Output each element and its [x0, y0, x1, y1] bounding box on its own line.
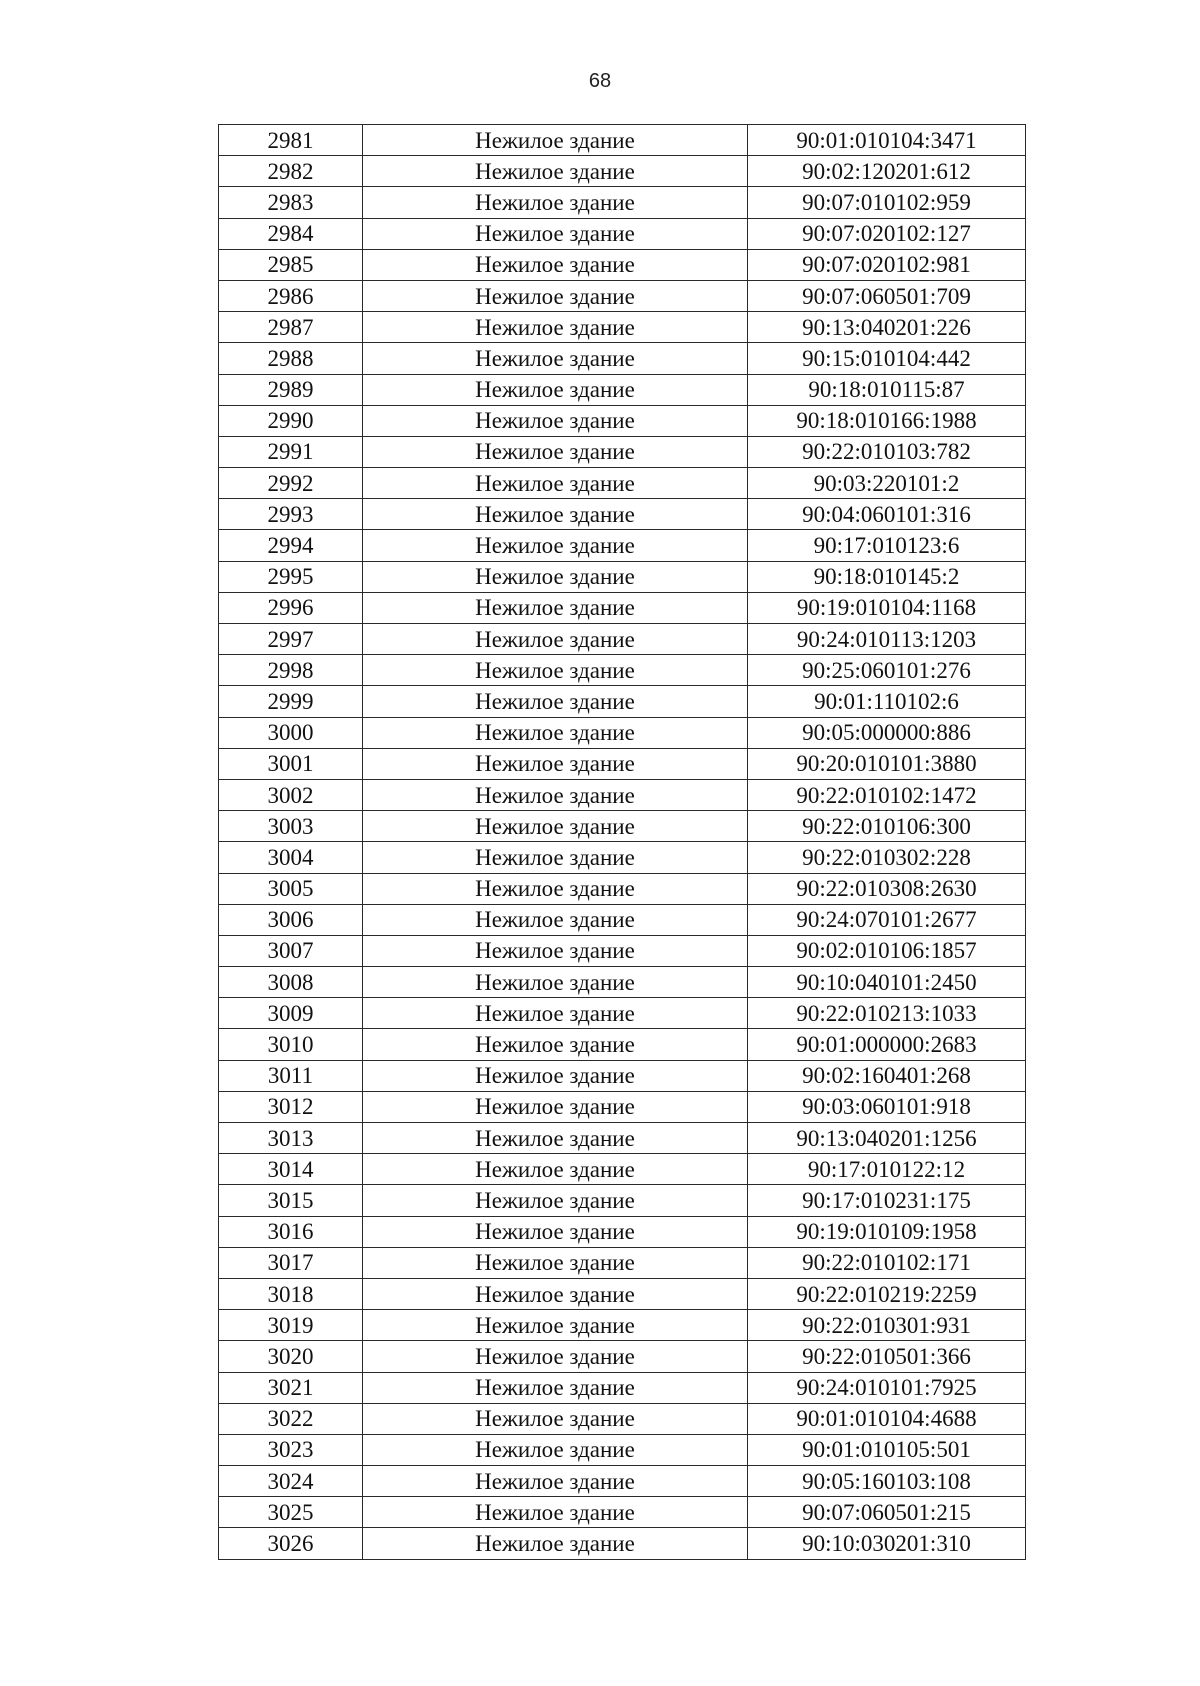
- table-row: [219, 468, 1026, 499]
- cadastral-number-cell: 90:22:010301:931: [748, 1310, 1026, 1341]
- row-number-cell: 2998: [219, 655, 363, 686]
- object-type-cell: Нежилое здание: [363, 1434, 748, 1465]
- row-number-cell: 3008: [219, 967, 363, 998]
- table-row: [219, 748, 1026, 779]
- object-type-cell: Нежилое здание: [363, 1341, 748, 1372]
- row-number-cell: 3000: [219, 717, 363, 748]
- cadastral-number-cell: 90:20:010101:3880: [748, 748, 1026, 779]
- row-number-cell: 2995: [219, 561, 363, 592]
- table-row: [219, 499, 1026, 530]
- table-row: [219, 1123, 1026, 1154]
- table-row: [219, 1372, 1026, 1403]
- cadastral-number-cell: 90:24:010101:7925: [748, 1372, 1026, 1403]
- table-row: [219, 1216, 1026, 1247]
- cadastral-number-cell: 90:22:010102:171: [748, 1247, 1026, 1278]
- object-type-cell: Нежилое здание: [363, 1497, 748, 1528]
- table-row: [219, 218, 1026, 249]
- cadastral-number-cell: 90:19:010109:1958: [748, 1216, 1026, 1247]
- cadastral-number-cell: 90:02:120201:612: [748, 156, 1026, 187]
- object-type-cell: Нежилое здание: [363, 1372, 748, 1403]
- cadastral-number-cell: 90:17:010123:6: [748, 530, 1026, 561]
- cadastral-number-cell: 90:01:010105:501: [748, 1434, 1026, 1465]
- row-number-cell: 2997: [219, 624, 363, 655]
- cadastral-number-cell: 90:01:000000:2683: [748, 1029, 1026, 1060]
- row-number-cell: 2987: [219, 312, 363, 343]
- object-type-cell: Нежилое здание: [363, 374, 748, 405]
- object-type-cell: Нежилое здание: [363, 1528, 748, 1559]
- cadastral-number-cell: 90:07:060501:215: [748, 1497, 1026, 1528]
- table-row: [219, 1154, 1026, 1185]
- row-number-cell: 2983: [219, 187, 363, 218]
- table-row: [219, 967, 1026, 998]
- table-row: [219, 624, 1026, 655]
- row-number-cell: 3001: [219, 748, 363, 779]
- row-number-cell: 3016: [219, 1216, 363, 1247]
- cadastral-number-cell: 90:17:010231:175: [748, 1185, 1026, 1216]
- object-type-cell: Нежилое здание: [363, 592, 748, 623]
- object-type-cell: Нежилое здание: [363, 156, 748, 187]
- object-type-cell: Нежилое здание: [363, 249, 748, 280]
- row-number-cell: 2993: [219, 499, 363, 530]
- object-type-cell: Нежилое здание: [363, 125, 748, 156]
- object-type-cell: Нежилое здание: [363, 1154, 748, 1185]
- cadastral-number-cell: 90:03:060101:918: [748, 1091, 1026, 1122]
- table-row: [219, 1185, 1026, 1216]
- row-number-cell: 2994: [219, 530, 363, 561]
- table-row: [219, 686, 1026, 717]
- row-number-cell: 3014: [219, 1154, 363, 1185]
- cadastral-number-cell: 90:22:010103:782: [748, 436, 1026, 467]
- row-number-cell: 3010: [219, 1029, 363, 1060]
- table-row: [219, 405, 1026, 436]
- object-type-cell: Нежилое здание: [363, 218, 748, 249]
- object-type-cell: Нежилое здание: [363, 1060, 748, 1091]
- object-type-cell: Нежилое здание: [363, 405, 748, 436]
- cadastral-number-cell: 90:22:010213:1033: [748, 998, 1026, 1029]
- object-type-cell: Нежилое здание: [363, 904, 748, 935]
- object-type-cell: Нежилое здание: [363, 935, 748, 966]
- table-row: [219, 1466, 1026, 1497]
- cadastral-number-cell: 90:05:000000:886: [748, 717, 1026, 748]
- cadastral-number-cell: 90:18:010115:87: [748, 374, 1026, 405]
- row-number-cell: 2989: [219, 374, 363, 405]
- object-type-cell: Нежилое здание: [363, 998, 748, 1029]
- cadastral-number-cell: 90:05:160103:108: [748, 1466, 1026, 1497]
- cadastral-number-cell: 90:22:010106:300: [748, 811, 1026, 842]
- row-number-cell: 2992: [219, 468, 363, 499]
- cadastral-number-cell: 90:22:010102:1472: [748, 779, 1026, 810]
- object-type-cell: Нежилое здание: [363, 1123, 748, 1154]
- row-number-cell: 2982: [219, 156, 363, 187]
- object-type-cell: Нежилое здание: [363, 717, 748, 748]
- cadastral-number-cell: 90:03:220101:2: [748, 468, 1026, 499]
- cadastral-number-cell: 90:13:040201:226: [748, 312, 1026, 343]
- table-row: [219, 1434, 1026, 1465]
- cadastral-number-cell: 90:18:010166:1988: [748, 405, 1026, 436]
- object-type-cell: Нежилое здание: [363, 873, 748, 904]
- cadastral-number-cell: 90:22:010302:228: [748, 842, 1026, 873]
- table-row: [219, 436, 1026, 467]
- cadastral-number-cell: 90:19:010104:1168: [748, 592, 1026, 623]
- row-number-cell: 3006: [219, 904, 363, 935]
- table-row: [219, 1341, 1026, 1372]
- row-number-cell: 2981: [219, 125, 363, 156]
- table-row: [219, 343, 1026, 374]
- object-type-cell: Нежилое здание: [363, 1403, 748, 1434]
- cadastral-number-cell: 90:13:040201:1256: [748, 1123, 1026, 1154]
- cadastral-number-cell: 90:24:070101:2677: [748, 904, 1026, 935]
- cadastral-number-cell: 90:04:060101:316: [748, 499, 1026, 530]
- table-row: [219, 998, 1026, 1029]
- row-number-cell: 3023: [219, 1434, 363, 1465]
- object-type-cell: Нежилое здание: [363, 280, 748, 311]
- page-number: 68: [588, 70, 612, 92]
- row-number-cell: 3003: [219, 811, 363, 842]
- object-type-cell: Нежилое здание: [363, 1247, 748, 1278]
- object-type-cell: Нежилое здание: [363, 468, 748, 499]
- row-number-cell: 3024: [219, 1466, 363, 1497]
- table-row: [219, 811, 1026, 842]
- object-type-cell: Нежилое здание: [363, 686, 748, 717]
- object-type-cell: Нежилое здание: [363, 187, 748, 218]
- object-type-cell: Нежилое здание: [363, 1091, 748, 1122]
- cadastral-number-cell: 90:17:010122:12: [748, 1154, 1026, 1185]
- table-row: [219, 1029, 1026, 1060]
- cadastral-number-cell: 90:18:010145:2: [748, 561, 1026, 592]
- row-number-cell: 3009: [219, 998, 363, 1029]
- object-type-cell: Нежилое здание: [363, 967, 748, 998]
- row-number-cell: 3026: [219, 1528, 363, 1559]
- table-row: [219, 530, 1026, 561]
- cadastral-number-cell: 90:22:010501:366: [748, 1341, 1026, 1372]
- object-type-cell: Нежилое здание: [363, 1466, 748, 1497]
- table-row: [219, 1091, 1026, 1122]
- table-row: [219, 1528, 1026, 1559]
- cadastral-number-cell: 90:01:010104:3471: [748, 125, 1026, 156]
- row-number-cell: 3022: [219, 1403, 363, 1434]
- table-row: [219, 156, 1026, 187]
- cadastral-number-cell: 90:07:020102:127: [748, 218, 1026, 249]
- object-type-cell: Нежилое здание: [363, 624, 748, 655]
- row-number-cell: 3004: [219, 842, 363, 873]
- cadastral-number-cell: 90:10:030201:310: [748, 1528, 1026, 1559]
- table-row: [219, 312, 1026, 343]
- cadastral-number-cell: 90:01:010104:4688: [748, 1403, 1026, 1434]
- object-type-cell: Нежилое здание: [363, 842, 748, 873]
- table-row: [219, 904, 1026, 935]
- cadastral-number-cell: 90:07:060501:709: [748, 280, 1026, 311]
- cadastral-number-cell: 90:24:010113:1203: [748, 624, 1026, 655]
- object-type-cell: Нежилое здание: [363, 436, 748, 467]
- row-number-cell: 3013: [219, 1123, 363, 1154]
- property-table: [218, 124, 1026, 1560]
- row-number-cell: 2996: [219, 592, 363, 623]
- row-number-cell: 3012: [219, 1091, 363, 1122]
- cadastral-number-cell: 90:10:040101:2450: [748, 967, 1026, 998]
- row-number-cell: 3020: [219, 1341, 363, 1372]
- row-number-cell: 3015: [219, 1185, 363, 1216]
- cadastral-number-cell: 90:22:010219:2259: [748, 1278, 1026, 1309]
- object-type-cell: Нежилое здание: [363, 561, 748, 592]
- table-row: [219, 125, 1026, 156]
- table-body: [219, 125, 1026, 1560]
- cadastral-number-cell: 90:01:110102:6: [748, 686, 1026, 717]
- cadastral-number-cell: 90:07:010102:959: [748, 187, 1026, 218]
- row-number-cell: 3025: [219, 1497, 363, 1528]
- table-row: [219, 592, 1026, 623]
- row-number-cell: 3011: [219, 1060, 363, 1091]
- row-number-cell: 3007: [219, 935, 363, 966]
- table-row: [219, 1060, 1026, 1091]
- row-number-cell: 2990: [219, 405, 363, 436]
- object-type-cell: Нежилое здание: [363, 811, 748, 842]
- table-row: [219, 374, 1026, 405]
- row-number-cell: 3002: [219, 779, 363, 810]
- table-row: [219, 1247, 1026, 1278]
- cadastral-number-cell: 90:02:160401:268: [748, 1060, 1026, 1091]
- cadastral-number-cell: 90:07:020102:981: [748, 249, 1026, 280]
- object-type-cell: Нежилое здание: [363, 312, 748, 343]
- row-number-cell: 3019: [219, 1310, 363, 1341]
- row-number-cell: 2986: [219, 280, 363, 311]
- object-type-cell: Нежилое здание: [363, 655, 748, 686]
- row-number-cell: 3021: [219, 1372, 363, 1403]
- object-type-cell: Нежилое здание: [363, 1278, 748, 1309]
- cadastral-number-cell: 90:22:010308:2630: [748, 873, 1026, 904]
- table-row: [219, 187, 1026, 218]
- table-row: [219, 717, 1026, 748]
- row-number-cell: 2985: [219, 249, 363, 280]
- object-type-cell: Нежилое здание: [363, 1029, 748, 1060]
- table-row: [219, 1278, 1026, 1309]
- table-row: [219, 1310, 1026, 1341]
- row-number-cell: 2988: [219, 343, 363, 374]
- row-number-cell: 2984: [219, 218, 363, 249]
- cadastral-number-cell: 90:15:010104:442: [748, 343, 1026, 374]
- table-row: [219, 1403, 1026, 1434]
- table-row: [219, 935, 1026, 966]
- row-number-cell: 2991: [219, 436, 363, 467]
- object-type-cell: Нежилое здание: [363, 1310, 748, 1341]
- object-type-cell: Нежилое здание: [363, 1185, 748, 1216]
- table-row: [219, 779, 1026, 810]
- object-type-cell: Нежилое здание: [363, 530, 748, 561]
- table-row: [219, 249, 1026, 280]
- object-type-cell: Нежилое здание: [363, 499, 748, 530]
- object-type-cell: Нежилое здание: [363, 343, 748, 374]
- table-row: [219, 655, 1026, 686]
- object-type-cell: Нежилое здание: [363, 1216, 748, 1247]
- row-number-cell: 3017: [219, 1247, 363, 1278]
- object-type-cell: Нежилое здание: [363, 779, 748, 810]
- object-type-cell: Нежилое здание: [363, 748, 748, 779]
- row-number-cell: 3018: [219, 1278, 363, 1309]
- row-number-cell: 3005: [219, 873, 363, 904]
- table-row: [219, 280, 1026, 311]
- cadastral-number-cell: 90:02:010106:1857: [748, 935, 1026, 966]
- table-row: [219, 873, 1026, 904]
- row-number-cell: 2999: [219, 686, 363, 717]
- cadastral-number-cell: 90:25:060101:276: [748, 655, 1026, 686]
- table-row: [219, 561, 1026, 592]
- table-row: [219, 1497, 1026, 1528]
- table-row: [219, 842, 1026, 873]
